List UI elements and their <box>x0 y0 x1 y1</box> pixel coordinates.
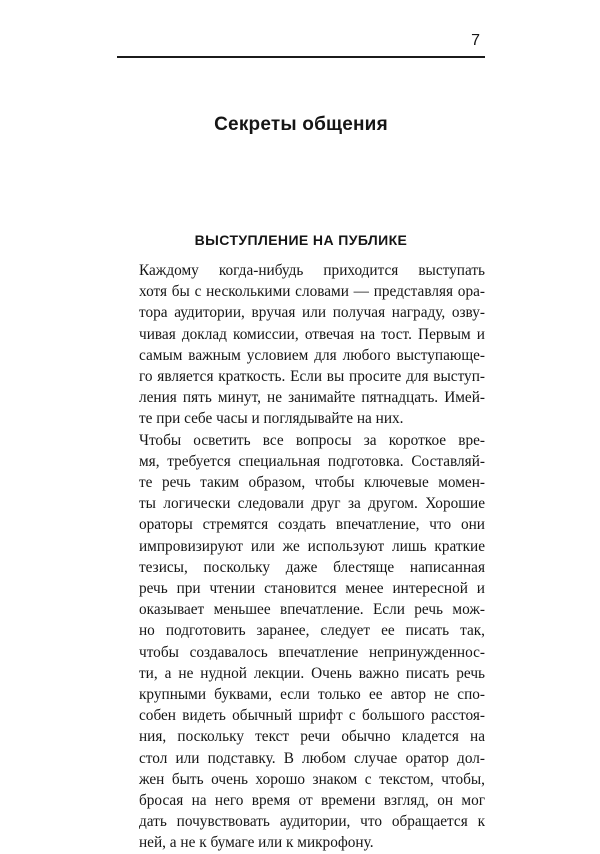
text-line: хотя бы с несколькими словами — представляя ора- <box>139 283 485 301</box>
text-line: Чтобы осветить все вопросы за короткое вре- <box>139 431 485 449</box>
header-rule <box>117 56 485 58</box>
text-line: крупными буквами, если только ее автор не спо- <box>139 686 485 704</box>
text-line: ораторы стремятся создать впечатление, что они <box>139 516 485 534</box>
text-line: Каждому когда-нибудь приходится выступать <box>139 262 485 279</box>
text-line: стол или подставку. В любом случае оратор дол- <box>139 749 485 767</box>
text-line: импровизируют или же используют лишь краткие <box>139 537 485 555</box>
text-line: но подготовить заранее, следует ее писать так, <box>139 622 485 640</box>
body-text <box>117 260 485 854</box>
text-line: оказывает меньшее впечатление. Если речь мож- <box>139 601 485 619</box>
paragraph-2 <box>117 430 485 854</box>
text-line: ней, а не к бумаге или к микрофону. <box>139 834 374 852</box>
paragraph-1 <box>117 260 485 430</box>
section-title: ВЫСТУПЛЕНИЕ НА ПУБЛИКЕ <box>194 232 408 248</box>
text-line: собен видеть обычный шрифт с большого расстоя- <box>139 707 485 725</box>
text-line: мя, требуется специальная подготовка. Составляй- <box>139 452 485 470</box>
text-line: те при себе часы и поглядывайте на них. <box>139 410 404 428</box>
text-line: го является краткость. Если вы просите для выступ- <box>139 368 485 386</box>
text-line: речь при чтении становится менее интересной и <box>139 580 485 598</box>
chapter-title: Секреты общения <box>214 114 388 135</box>
text-line: чивая доклад комиссии, отвечая на тост. Первым и <box>139 325 485 343</box>
text-line: дать почувствовать аудитории, что обращается к <box>139 813 485 831</box>
text-line: чтобы создавалось впечатление непринужденнос- <box>139 643 485 661</box>
text-line: ти, а не нудной лекции. Очень важно писать речь <box>139 664 485 682</box>
text-line: тора аудитории, вручая или получая награду, озву- <box>139 304 485 322</box>
text-line: ты логически следовали друг за другом. Хорошие <box>139 495 485 513</box>
text-line: самым важным условием для любого выступающе- <box>139 346 485 364</box>
text-line: бросая на него время от времени взгляд, он мог <box>139 792 485 810</box>
text-line: тезисы, поскольку даже блестяще написанная <box>139 558 485 576</box>
text-line: те речь таким образом, чтобы ключевые момен- <box>139 474 485 492</box>
text-line: жен быть очень хорошо знаком с текстом, чтобы, <box>139 770 485 788</box>
text-line: ления пять минут, не занимайте пятнадцать. Имей- <box>139 389 485 407</box>
text-line: ния, поскольку текст речи обычно кладется на <box>139 728 485 746</box>
page-number: 7 <box>471 32 480 49</box>
